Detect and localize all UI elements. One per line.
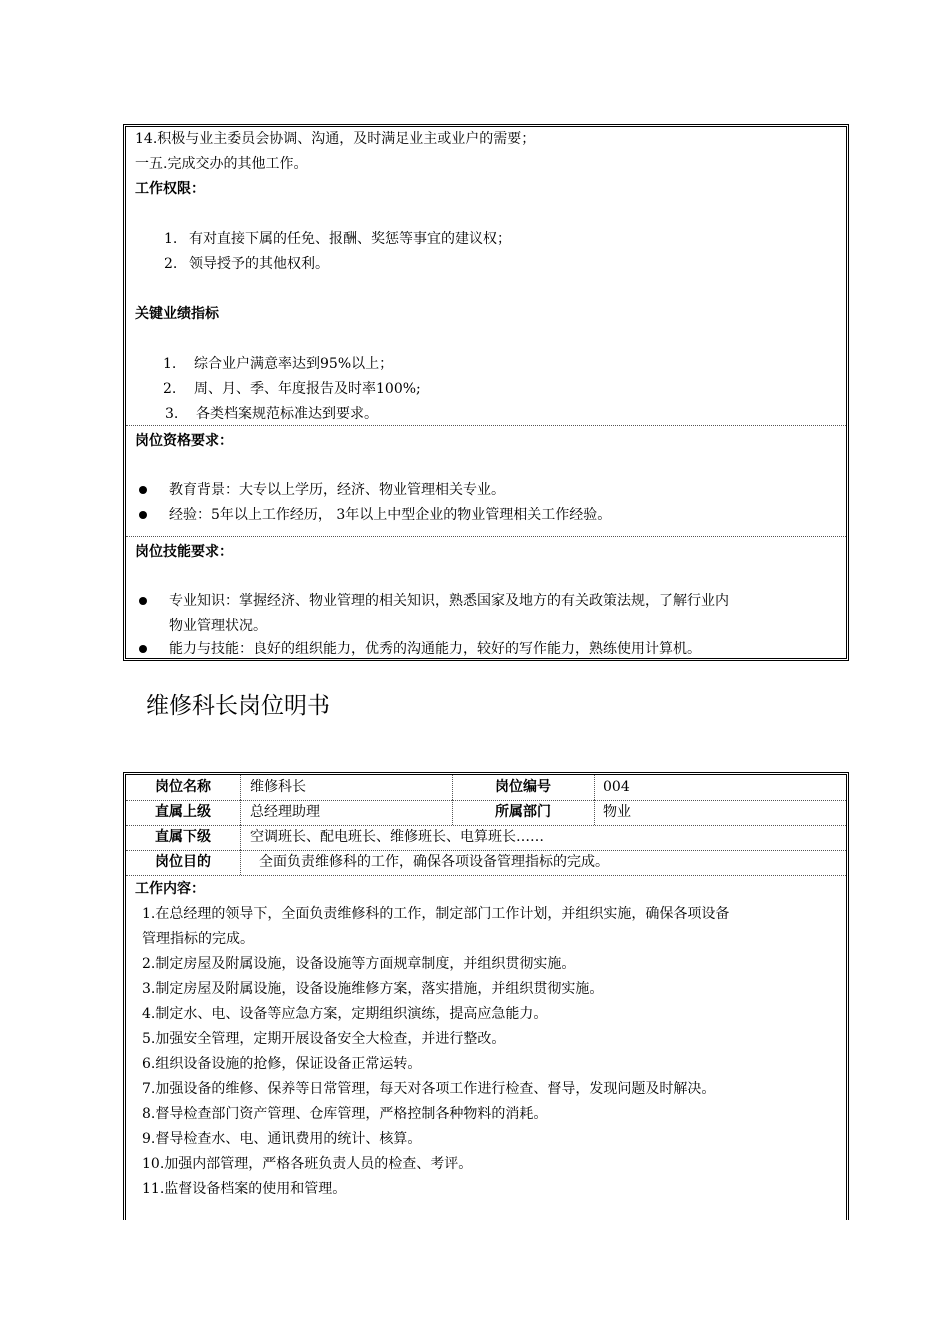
skill-item-1-line2: 物业管理状况。: [169, 618, 267, 634]
authority-heading: 工作权限：: [135, 181, 205, 197]
kpi-item-2: 周、月、季、年度报告及时率100%;: [194, 381, 421, 397]
bullet-icon: [139, 511, 147, 519]
table-row: [126, 825, 846, 851]
content-item-1: 1.在总经理的领导下，全面负责维修科的工作，制定部门工作计划，并组织实施，确保各项设备: [142, 906, 730, 922]
previous-job-table: [123, 124, 849, 661]
authority-num-2: 2.: [164, 256, 178, 272]
duty-item-14: 14.积极与业主委员会协调、沟通，及时满足业主或业户的需要；: [135, 131, 536, 147]
table-row: [126, 850, 846, 876]
kpi-num-2: 2.: [163, 381, 177, 397]
table-row: [126, 800, 846, 826]
department-label: 所属部门: [495, 804, 551, 820]
content-item-8: 8.督导检查部门资产管理、仓库管理，严格控制各种物料的消耗。: [142, 1106, 548, 1122]
content-item-1-cont: 管理指标的完成。: [142, 931, 254, 947]
position-name-label: 岗位名称: [155, 779, 211, 795]
skills-heading: 岗位技能要求：: [135, 544, 233, 560]
qualification-heading: 岗位资格要求：: [135, 433, 233, 449]
position-code-label: 岗位编号: [495, 779, 551, 795]
kpi-num-3: 3.: [165, 406, 179, 422]
purpose-value: 全面负责维修科的工作，确保各项设备管理指标的完成。: [259, 854, 609, 870]
department-value: 物业: [603, 804, 631, 820]
authority-item-1: 有对直接下属的任免、报酬、奖惩等事宜的建议权；: [189, 231, 511, 247]
subordinate-value: 空调班长、配电班长、维修班长、电算班长……: [250, 829, 544, 845]
table-row: [126, 775, 846, 801]
content-item-3: 3.制定房屋及附属设施，设备设施维修方案，落实措施，并组织贯彻实施。: [142, 981, 604, 997]
qualification-section: [126, 426, 846, 537]
content-item-2: 2.制定房屋及附属设施，设备设施等方面规章制度，并组织贯彻实施。: [142, 956, 576, 972]
bullet-icon: [139, 486, 147, 494]
content-item-11: 11.监督设备档案的使用和管理。: [142, 1181, 347, 1197]
qualification-item-2: 经验：5年以上工作经历， 3年以上中型企业的物业管理相关工作经验。: [169, 507, 612, 523]
skills-section: [126, 537, 846, 660]
skill-item-2: 能力与技能：良好的组织能力，优秀的沟通能力，较好的写作能力，熟练使用计算机。: [169, 641, 701, 657]
bullet-icon: [139, 645, 147, 653]
subordinate-label: 直属下级: [155, 829, 211, 845]
content-item-7: 7.加强设备的维修、保养等日常管理，每天对各项工作进行检查、督导，发现问题及时解决。: [142, 1081, 716, 1097]
kpi-num-1: 1.: [163, 356, 177, 372]
work-content-heading: 工作内容：: [135, 881, 205, 897]
bullet-icon: [139, 597, 147, 605]
kpi-heading: 关键业绩指标: [135, 306, 219, 322]
duty-item-15: 一五.完成交办的其他工作。: [135, 156, 308, 172]
superior-value: 总经理助理: [250, 804, 320, 820]
skill-item-1-line1: 专业知识：掌握经济、物业管理的相关知识，熟悉国家及地方的有关政策法规，了解行业内: [169, 593, 729, 609]
kpi-item-3: 各类档案规范标准达到要求。: [196, 406, 378, 422]
content-item-9: 9.督导检查水、电、通讯费用的统计、核算。: [142, 1131, 422, 1147]
authority-num-1: 1.: [164, 231, 178, 247]
authority-item-2: 领导授予的其他权利。: [189, 256, 329, 272]
job-description-table: [123, 772, 849, 1220]
superior-label: 直属上级: [155, 804, 211, 820]
position-name-value: 维修科长: [250, 779, 306, 795]
content-item-6: 6.组织设备设施的抢修，保证设备正常运转。: [142, 1056, 422, 1072]
content-item-5: 5.加强安全管理，定期开展设备安全大检查，并进行整改。: [142, 1031, 506, 1047]
page-title: 维修科长岗位明书: [146, 693, 330, 719]
purpose-label: 岗位目的: [155, 854, 211, 870]
work-content-section: [126, 876, 846, 1220]
qualification-item-1: 教育背景：大专以上学历，经济、物业管理相关专业。: [169, 482, 505, 498]
duties-authority-kpi-section: [126, 127, 846, 426]
position-code-value: 004: [603, 779, 630, 795]
content-item-10: 10.加强内部管理，严格各班负责人员的检查、考评。: [142, 1156, 473, 1172]
content-item-4: 4.制定水、电、设备等应急方案，定期组织演练，提高应急能力。: [142, 1006, 548, 1022]
kpi-item-1: 综合业户满意率达到95%以上；: [194, 356, 394, 372]
